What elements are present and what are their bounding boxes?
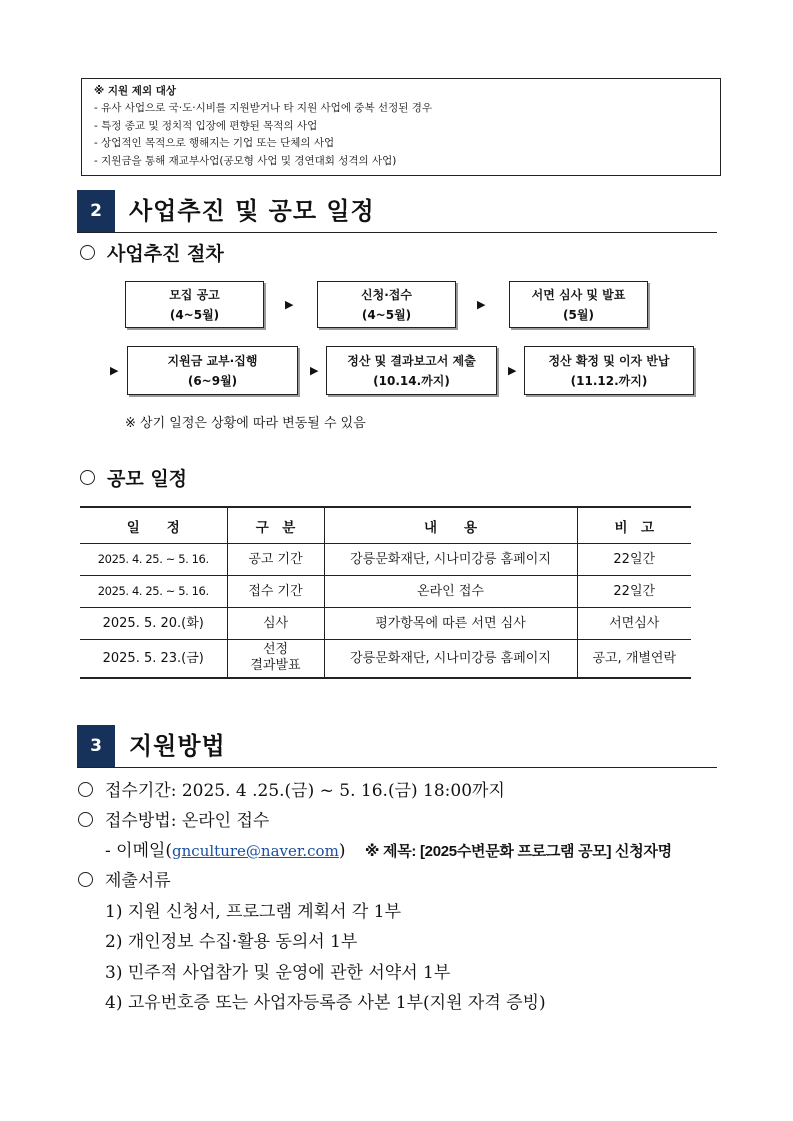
column-header: 일 정	[80, 507, 227, 544]
table-cell-type: 접수 기간	[227, 576, 324, 608]
step-period: (6~9월)	[187, 373, 238, 388]
application-period-text: 접수기간: 2025. 4 .25.(금) ~ 5. 16.(금) 18:00까지	[105, 781, 505, 801]
table-row	[80, 608, 691, 640]
document-item: 4) 고유번호증 또는 사업자등록증 사본 1부(지원 자격 증빙)	[105, 993, 546, 1013]
section-2-heading	[77, 190, 717, 233]
circle-bullet-icon	[78, 812, 93, 827]
table-cell-date: 2025. 5. 23.(금)	[80, 640, 227, 678]
table-row	[80, 576, 691, 608]
process-step	[524, 346, 694, 395]
exclusion-item: - 유사 사업으로 국·도·시비를 지원받거나 타 지원 사업에 중복 선정된 경우	[94, 102, 432, 114]
document-item: 3) 민주적 사업참가 및 운영에 관한 서약서 1부	[105, 963, 451, 983]
arrow-right-icon: ▶	[285, 298, 294, 311]
process-step	[317, 281, 456, 328]
email-subject-note: ※ 제목: [2025수변문화 프로그램 공모] 신청자명	[364, 843, 672, 860]
table-cell-type: 심사	[227, 608, 324, 640]
schedule-heading-text: 공모 일정	[107, 468, 188, 490]
section-title: 사업추진 및 공모 일정	[129, 197, 375, 225]
arrow-right-icon: ▶	[508, 364, 517, 377]
exclusion-item: - 지원금을 통해 재교부사업(공모형 사업 및 경연대회 성격의 사업)	[94, 154, 397, 167]
process-heading	[80, 241, 224, 267]
section-number-badge: 2	[77, 190, 115, 232]
application-period-line	[78, 779, 505, 803]
section-title: 지원방법	[129, 732, 226, 760]
document-item: 2) 개인정보 수집·활용 동의서 1부	[105, 932, 358, 952]
arrow-right-icon: ▶	[310, 364, 319, 377]
table-cell-date: 2025. 4. 25. ~ 5. 16.	[80, 544, 227, 576]
step-name: 서면 심사 및 발표	[531, 287, 626, 302]
exclusion-item: - 상업적인 목적으로 행해지는 기업 또는 단체의 사업	[94, 137, 335, 149]
step-name: 신청·접수	[361, 287, 412, 302]
section-3-heading	[77, 725, 717, 768]
email-prefix: - 이메일(	[105, 841, 173, 861]
arrow-right-icon: ▶	[477, 298, 486, 311]
table-header-row	[80, 507, 691, 544]
exclusion-title: ※ 지원 제외 대상	[94, 85, 177, 97]
step-period: (4~5월)	[361, 307, 412, 322]
exclusion-notice-box	[81, 78, 721, 176]
step-name: 지원금 교부·집행	[167, 353, 258, 368]
schedule-heading	[80, 466, 187, 492]
step-name: 정산 및 결과보고서 제출	[347, 353, 476, 368]
table-cell-remark: 공고, 개별연락	[577, 640, 691, 678]
application-method-line	[78, 809, 269, 833]
documents-heading	[78, 869, 171, 893]
section-number-badge: 3	[77, 725, 115, 767]
step-name: 정산 확정 및 이자 반납	[548, 353, 670, 368]
process-step	[509, 281, 648, 328]
table-cell-content: 평가항목에 따른 서면 심사	[324, 608, 577, 640]
exclusion-item: - 특정 종교 및 정치적 입장에 편향된 목적의 사업	[94, 119, 318, 132]
step-name: 모집 공고	[169, 287, 220, 302]
email-link[interactable]: gnculture@naver.com	[172, 842, 339, 860]
circle-bullet-icon	[78, 782, 93, 797]
table-cell-date: 2025. 4. 25. ~ 5. 16.	[80, 576, 227, 608]
email-suffix: )	[338, 841, 346, 861]
process-step	[125, 281, 264, 328]
table-row	[80, 544, 691, 576]
schedule-change-note: ※ 상기 일정은 상황에 따라 변동될 수 있음	[125, 416, 366, 431]
table-cell-content: 강릉문화재단, 시나미강릉 홈페이지	[324, 640, 577, 678]
step-period: (11.12.까지)	[570, 373, 648, 388]
column-header: 내 용	[324, 507, 577, 544]
column-header: 구 분	[227, 507, 324, 544]
schedule-table	[80, 506, 691, 679]
table-cell-date: 2025. 5. 20.(화)	[80, 608, 227, 640]
documents-heading-text: 제출서류	[105, 871, 171, 891]
table-row	[80, 640, 691, 678]
table-cell-content: 온라인 접수	[324, 576, 577, 608]
table-cell-content: 강릉문화재단, 시나미강릉 홈페이지	[324, 544, 577, 576]
table-cell-remark: 서면심사	[577, 608, 691, 640]
email-line	[105, 839, 672, 864]
step-period: (4~5월)	[169, 307, 220, 322]
process-step	[127, 346, 298, 395]
circle-bullet-icon	[80, 245, 95, 260]
table-cell-remark: 22일간	[577, 544, 691, 576]
process-step	[326, 346, 497, 395]
application-method-text: 접수방법: 온라인 접수	[105, 811, 270, 831]
circle-bullet-icon	[80, 470, 95, 485]
step-period: (10.14.까지)	[373, 373, 450, 388]
table-cell-type: 공고 기간	[227, 544, 324, 576]
column-header: 비 고	[577, 507, 691, 544]
arrow-right-icon: ▶	[110, 364, 119, 377]
document-item: 1) 지원 신청서, 프로그램 계획서 각 1부	[105, 902, 401, 922]
step-period: (5월)	[563, 307, 594, 322]
process-heading-text: 사업추진 절차	[107, 243, 224, 265]
table-cell-remark: 22일간	[577, 576, 691, 608]
table-cell-type: 선정 결과발표	[227, 640, 324, 678]
circle-bullet-icon	[78, 872, 93, 887]
